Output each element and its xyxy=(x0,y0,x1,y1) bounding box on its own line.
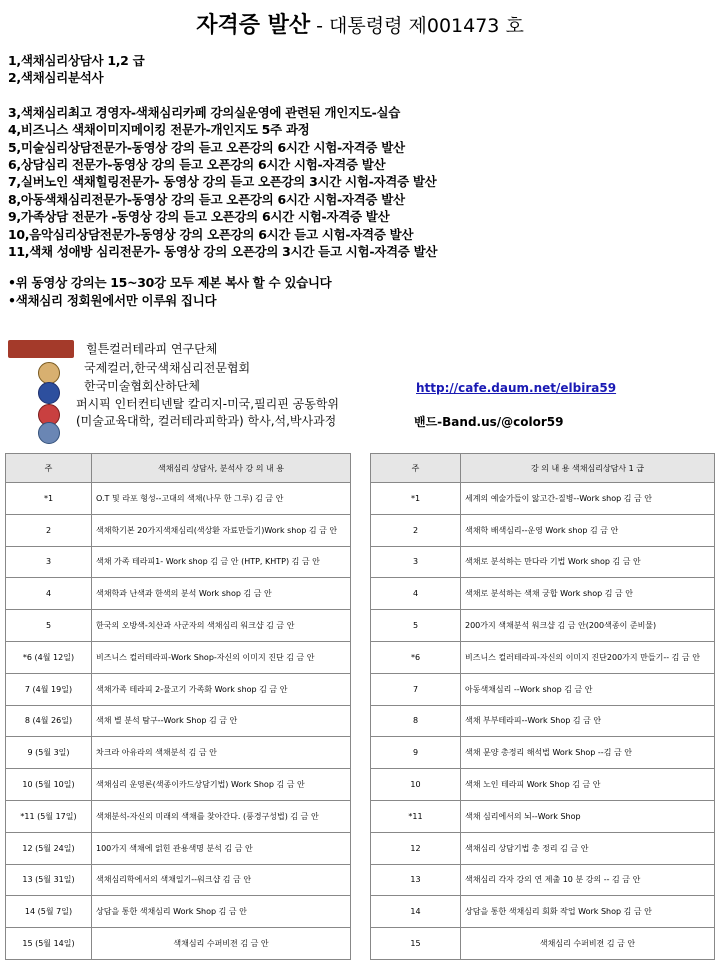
week-cell: 7 (4월 19일) xyxy=(6,673,92,705)
page-title xyxy=(0,8,720,39)
table-header xyxy=(6,454,351,483)
org-item: (미술교육대학, 컬러테라피학과) 학사,석,박사과정 xyxy=(76,414,337,428)
content-cell: 색채학 배색심리--운영 Work shop 김 금 안 xyxy=(461,514,715,546)
list-item: 10,음악심리상담전문가-동영상 강의 오픈강의 6시간 듣고 시험-자격증 발산 xyxy=(8,226,414,242)
week-cell: 15 xyxy=(371,928,461,960)
week-cell: 10 xyxy=(371,769,461,801)
org-item: 힐튼컬러테라피 연구단체 xyxy=(86,342,218,356)
table-row xyxy=(6,578,351,610)
table-row xyxy=(6,864,351,896)
table-row xyxy=(371,896,715,928)
list-item: 11,색채 성애방 심리전문가- 동영상 강의 오픈강의 3시간 듣고 시험-자격증 발산 xyxy=(8,244,438,260)
cafe-link[interactable]: http://cafe.daum.net/elbira59 xyxy=(416,381,617,395)
note: •위 동영상 강의는 15~30강 모두 제본 복사 할 수 있습니다 xyxy=(8,275,332,291)
content-cell: 100가지 색채에 얽힌 관용색명 분석 김 금 안 xyxy=(92,832,351,864)
week-cell: *1 xyxy=(6,483,92,515)
table-row xyxy=(371,737,715,769)
curriculum-table-1 xyxy=(5,453,351,960)
list-item: 4,비즈니스 색채이미지메이킹 전문가-개인지도 5주 과정 xyxy=(8,122,310,138)
content-cell: 한국의 오방색-치산과 사군자의 색채심리 워크샵 김 금 안 xyxy=(92,610,351,642)
week-cell: 2 xyxy=(6,514,92,546)
header-cell: 색채심리 상담사, 분석사 강 의 내 용 xyxy=(92,454,351,483)
list-item: 3,색채심리최고 경영자-색채심리카페 강의실운영에 관련된 개인지도-실습 xyxy=(8,104,401,120)
table-row xyxy=(6,546,351,578)
table-row xyxy=(6,800,351,832)
table-row xyxy=(6,483,351,515)
table-row xyxy=(371,928,715,960)
table-row xyxy=(371,832,715,864)
week-cell: *11 xyxy=(371,800,461,832)
week-cell: *6 (4월 12일) xyxy=(6,641,92,673)
note: •색채심리 정회원에서만 이루워 집니다 xyxy=(8,292,217,308)
list-item: 8,아동색채심리전문가-동영상 강의 듣고 오픈강의 6시간 시험-자격증 발산 xyxy=(8,191,405,207)
table-row xyxy=(371,514,715,546)
list-item: 9,가족상담 전문가 -동영상 강의 듣고 오픈강의 6시간 시험-자격증 발산 xyxy=(8,209,390,225)
week-cell: 9 xyxy=(371,737,461,769)
content-cell: 상담을 통한 색채심리 회화 작업 Work Shop 김 금 안 xyxy=(461,896,715,928)
week-cell: *1 xyxy=(371,483,461,515)
content-cell: O.T 및 라포 형성--고대의 색채(나무 한 그루) 김 금 안 xyxy=(92,483,351,515)
title-sub: - 대통령령 제001473 호 xyxy=(310,15,524,37)
content-cell: 색채학기본 20가지색채심리(색상환 자료만들기)Work shop 김 금 안 xyxy=(92,514,351,546)
week-cell: *6 xyxy=(371,641,461,673)
content-cell: 아동색채심리 --Work shop 김 금 안 xyxy=(461,673,715,705)
content-cell: 색채가족 테라피 2-물고기 가족화 Work shop 김 금 안 xyxy=(92,673,351,705)
header-cell: 주 xyxy=(371,454,461,483)
week-cell: 9 (5월 3일) xyxy=(6,737,92,769)
table-row xyxy=(6,769,351,801)
week-cell: 5 xyxy=(371,610,461,642)
content-cell: 색채 노인 테라피 Work Shop 김 금 안 xyxy=(461,769,715,801)
content-cell: 색채 부부테라피--Work Shop 김 금 안 xyxy=(461,705,715,737)
table-row xyxy=(6,928,351,960)
table-header xyxy=(371,454,715,483)
week-cell: 7 xyxy=(371,673,461,705)
table-row xyxy=(371,641,715,673)
org-item: 국제컬러,한국색채심리전문협회 xyxy=(84,361,251,375)
content-cell: 색채심리 수퍼비젼 김 금 안 xyxy=(461,928,715,960)
emblem-icon xyxy=(38,362,60,384)
week-cell: 13 (5월 31일) xyxy=(6,864,92,896)
content-cell: 200가지 색채분석 워크샵 김 금 안(200색종이 준비물) xyxy=(461,610,715,642)
certificate-list xyxy=(8,52,708,309)
table-row xyxy=(6,737,351,769)
table-row xyxy=(6,514,351,546)
week-cell: 8 xyxy=(371,705,461,737)
table-row xyxy=(371,546,715,578)
content-cell: 색채 문양 총정리 해석법 Work Shop --김 금 안 xyxy=(461,737,715,769)
list-item: 7,실버노인 색채힐링전문가- 동영상 강의 듣고 오픈강의 3시간 시험-자격증 발산 xyxy=(8,174,437,190)
table-row xyxy=(371,483,715,515)
week-cell: 12 xyxy=(371,832,461,864)
list-item: 5,미술심리상담전문가-동영상 강의 듣고 오픈강의 6시간 시험-자격증 발산 xyxy=(8,139,405,155)
content-cell: 색채분석-자신의 미래의 색채를 찾아간다. (풍경구성법) 김 금 안 xyxy=(92,800,351,832)
content-cell: 세계의 예술가들이 앓고간-질병--Work shop 김 금 안 xyxy=(461,483,715,515)
curriculum-table-2 xyxy=(370,453,715,960)
content-cell: 색채학과 난색과 한색의 분석 Work shop 김 금 안 xyxy=(92,578,351,610)
header-cell: 주 xyxy=(6,454,92,483)
table-row xyxy=(6,832,351,864)
week-cell: *11 (5월 17일) xyxy=(6,800,92,832)
week-cell: 8 (4월 26일) xyxy=(6,705,92,737)
table-row xyxy=(6,610,351,642)
week-cell: 14 xyxy=(371,896,461,928)
week-cell: 12 (5월 24일) xyxy=(6,832,92,864)
content-cell: 색채 별 분석 탐구--Work Shop 김 금 안 xyxy=(92,705,351,737)
list-item: 2,색채심리분석사 xyxy=(8,70,104,86)
emblem-icon xyxy=(38,422,60,444)
hilton-logo xyxy=(8,340,74,358)
emblem-icon xyxy=(38,382,60,404)
content-cell: 색채심리 각자 강의 연 제출 10 분 강의 -- 김 금 안 xyxy=(461,864,715,896)
org-item: 한국미술협회산하단체 xyxy=(84,379,200,393)
week-cell: 4 xyxy=(6,578,92,610)
content-cell: 색채심리 운영론(색종이카드상담기법) Work Shop 김 금 안 xyxy=(92,769,351,801)
content-cell: 색채 심리에서의 뇌--Work Shop xyxy=(461,800,715,832)
content-cell: 색채로 분석하는 색채 궁합 Work shop 김 금 안 xyxy=(461,578,715,610)
week-cell: 13 xyxy=(371,864,461,896)
table-row xyxy=(371,578,715,610)
content-cell: 차크라 아유라의 색채분석 김 금 안 xyxy=(92,737,351,769)
table-row xyxy=(371,769,715,801)
table-row xyxy=(6,896,351,928)
content-cell: 색채심리 상담기법 총 정리 김 금 안 xyxy=(461,832,715,864)
content-cell: 비즈니스 컬러테라피-자신의 이미지 진단200가지 만들기-- 김 금 안 xyxy=(461,641,715,673)
content-cell: 상담을 통한 색채심리 Work Shop 김 금 안 xyxy=(92,896,351,928)
week-cell: 14 (5월 7일) xyxy=(6,896,92,928)
table-row xyxy=(6,705,351,737)
table-row xyxy=(6,641,351,673)
band-link: 밴드-Band.us/@color59 xyxy=(414,415,564,429)
content-cell: 색채심리학에서의 색채일기--워크샵 김 금 안 xyxy=(92,864,351,896)
list-item: 1,색채심리상담사 1,2 급 xyxy=(8,53,145,68)
content-cell: 색채로 분석하는 만다라 기법 Work shop 김 금 안 xyxy=(461,546,715,578)
org-item: 퍼시픽 인터컨티넨탈 칼리지-미국,필리핀 공동학위 xyxy=(76,397,340,411)
week-cell: 5 xyxy=(6,610,92,642)
table-row xyxy=(371,673,715,705)
table-row xyxy=(6,673,351,705)
table-row xyxy=(371,610,715,642)
title-main: 자격증 발산 xyxy=(196,13,311,38)
header-cell: 강 의 내 용 색채심리상담사 1 급 xyxy=(461,454,715,483)
week-cell: 2 xyxy=(371,514,461,546)
content-cell: 색채 가족 테라피1- Work shop 김 금 안 (HTP, KHTP) 김 금 안 xyxy=(92,546,351,578)
content-cell: 색채심리 수퍼비젼 김 금 안 xyxy=(92,928,351,960)
table-row xyxy=(371,705,715,737)
week-cell: 3 xyxy=(371,546,461,578)
organization-list xyxy=(8,338,388,428)
week-cell: 3 xyxy=(6,546,92,578)
list-item: 6,상담심리 전문가-동영상 강의 듣고 오픈강의 6시간 시험-자격증 발산 xyxy=(8,157,386,173)
week-cell: 4 xyxy=(371,578,461,610)
content-cell: 비즈니스 컬러테라피-Work Shop-자신의 이미지 진단 김 금 안 xyxy=(92,641,351,673)
week-cell: 15 (5월 14일) xyxy=(6,928,92,960)
table-row xyxy=(371,864,715,896)
table-row xyxy=(371,800,715,832)
week-cell: 10 (5월 10일) xyxy=(6,769,92,801)
